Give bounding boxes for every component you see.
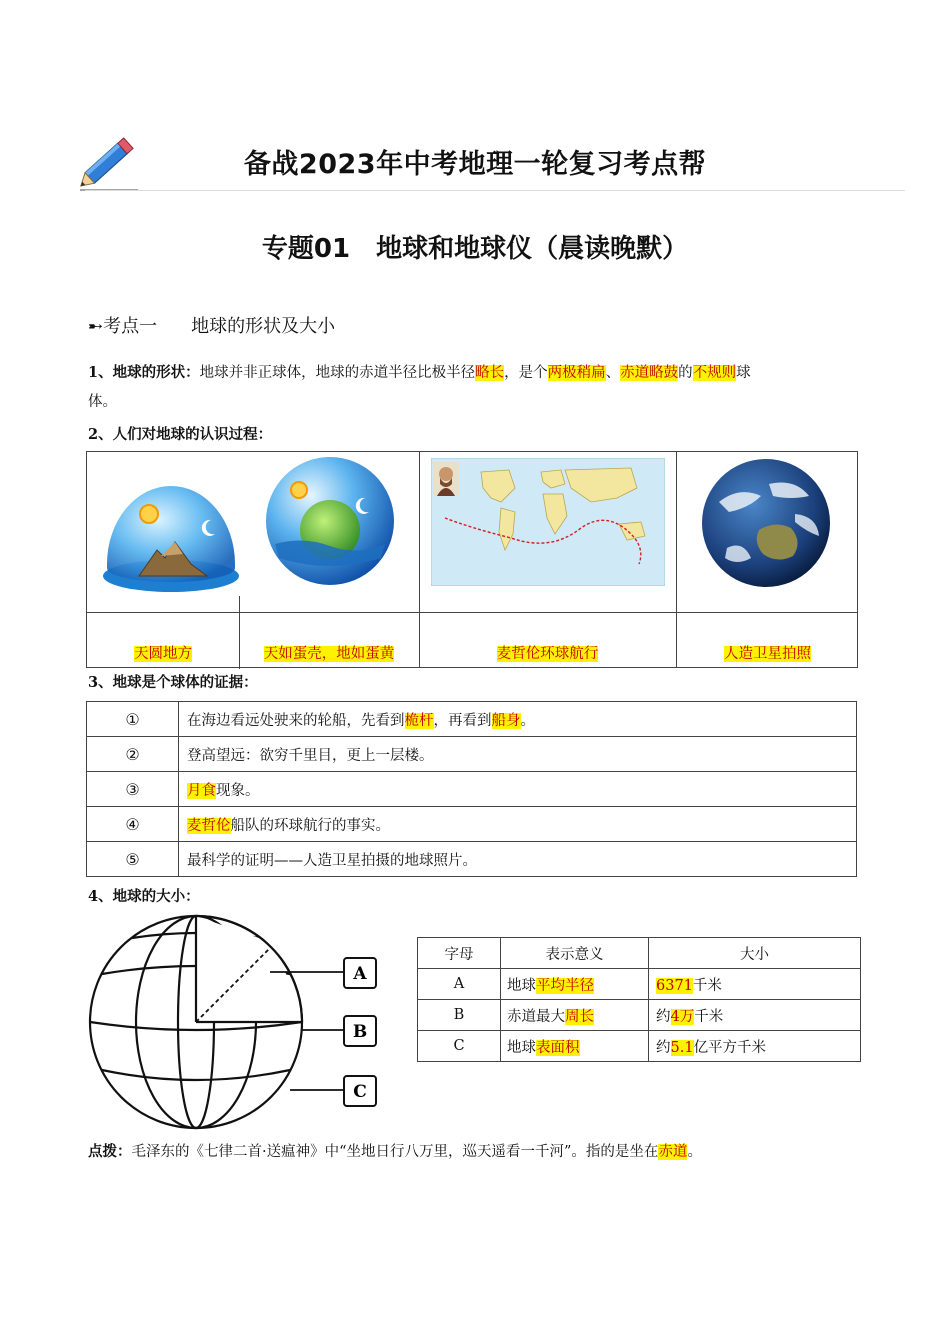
- highlight-term: 略长: [475, 365, 505, 381]
- cell-text: 船队的环球航行的事实。: [230, 817, 390, 834]
- paragraph-text: 、: [605, 365, 621, 381]
- row-text: [179, 737, 857, 772]
- highlight-term: 5.1: [670, 1039, 694, 1056]
- row-text: [179, 772, 857, 807]
- table-row: [87, 702, 857, 737]
- row-number: ③: [87, 772, 179, 807]
- section-heading: 1、地球的形状：: [88, 364, 200, 381]
- highlight-term: 平均半径: [536, 977, 594, 994]
- cell-text: 千米: [694, 1008, 724, 1025]
- cell-text: 在海边看远处驶来的轮船，先看到: [187, 712, 405, 729]
- table-row: [418, 969, 861, 1000]
- topic-name: 地球的形状及大小: [191, 316, 336, 337]
- section-size-heading: [88, 882, 200, 912]
- tip-end: 。: [687, 1144, 702, 1160]
- arrow-icon: ➸: [88, 316, 104, 337]
- table-divider: [676, 452, 677, 667]
- row-text: [179, 702, 857, 737]
- highlight-term: 周长: [565, 1008, 594, 1025]
- document-subtitle: 专题01 地球和地球仪（晨读晚默）: [261, 234, 689, 264]
- cell-text: ，再看到: [433, 712, 492, 729]
- meaning-cell: [501, 1031, 649, 1062]
- section-earth-shape: [88, 358, 868, 417]
- stage-caption-text: 天如蛋壳，地如蛋黄: [263, 646, 395, 662]
- cell-text: 地球: [507, 977, 536, 994]
- highlight-term: 麦哲伦: [187, 817, 231, 834]
- table-divider: [87, 612, 857, 613]
- row-number: ①: [87, 702, 179, 737]
- size-cell: [649, 1031, 861, 1062]
- table-row: [418, 1000, 861, 1031]
- cell-text: 赤道最大: [507, 1008, 565, 1025]
- highlight-term: 船身: [491, 712, 521, 729]
- section-heading: 2、人们对地球的认识过程：: [88, 426, 273, 443]
- section-heading: 3、地球是个球体的证据：: [88, 674, 258, 691]
- row-text: [179, 807, 857, 842]
- stage-caption: [87, 642, 239, 663]
- letter-cell: A: [418, 969, 501, 1000]
- stage-caption-text: 人造卫星拍照: [724, 646, 811, 662]
- topic-label: 考点一: [103, 316, 158, 337]
- table-header-row: [418, 938, 861, 969]
- stage-caption: [676, 642, 859, 663]
- cell-text: 地球: [507, 1039, 536, 1056]
- section-cognition-heading: [88, 420, 272, 450]
- cell-text: 。: [520, 712, 535, 729]
- tip-paragraph: [88, 1137, 702, 1167]
- paragraph-text: 球: [736, 365, 751, 381]
- header-divider: [85, 190, 905, 191]
- egg-universe-image: [263, 454, 397, 588]
- table-row: [87, 737, 857, 772]
- letter-cell: C: [418, 1031, 501, 1062]
- highlight-term: 赤道略鼓: [620, 365, 679, 381]
- row-number: ④: [87, 807, 179, 842]
- cell-text: 亿平方千米: [693, 1039, 767, 1056]
- diagram-label-a: A: [353, 964, 367, 984]
- cell-text: 千米: [692, 977, 722, 994]
- earth-size-diagram: [86, 914, 386, 1130]
- paragraph-text: 地球并非正球体，地球的赤道半径比极半径: [199, 365, 476, 381]
- section-heading: 4、地球的大小：: [88, 888, 200, 905]
- cell-text: 约: [656, 1039, 671, 1056]
- magellan-map-image: [431, 458, 665, 586]
- section-evidence-heading: [88, 668, 258, 698]
- paragraph-text: ，是个: [504, 365, 548, 381]
- stage-caption: [419, 642, 676, 663]
- highlight-term: 表面积: [536, 1039, 580, 1056]
- cognition-table: [86, 451, 858, 668]
- size-cell: [649, 1000, 861, 1031]
- highlight-term: 6371: [656, 977, 693, 994]
- cell-text: 登高望远：欲穷千里目，更上一层楼。: [187, 747, 434, 764]
- stage-caption-text: 天圆地方: [134, 646, 192, 662]
- table-row: [87, 772, 857, 807]
- highlight-term: 不规则: [692, 365, 737, 381]
- topic-heading: [88, 312, 335, 338]
- highlight-term: 4万: [670, 1008, 695, 1025]
- meaning-cell: [501, 1000, 649, 1031]
- highlight-term: 月食: [187, 782, 216, 799]
- earth-size-table: [417, 937, 861, 1062]
- diagram-label-c: C: [353, 1082, 367, 1102]
- column-header: 字母: [418, 938, 501, 969]
- satellite-earth-image: [699, 456, 833, 590]
- document-title: 备战2023年中考地理一轮复习考点帮: [243, 149, 707, 180]
- column-header: 大小: [649, 938, 861, 969]
- cell-text: 现象。: [216, 782, 260, 799]
- highlight-term: 桅杆: [404, 712, 434, 729]
- meaning-cell: [501, 969, 649, 1000]
- cell-text: 最科学的证明——人造卫星拍摄的地球照片。: [187, 852, 477, 869]
- table-row: [418, 1031, 861, 1062]
- paragraph-text: 的: [678, 365, 693, 381]
- stage-caption-text: 麦哲伦环球航行: [496, 646, 599, 662]
- pencil-icon: [78, 132, 140, 192]
- evidence-table: [86, 701, 857, 877]
- stage-caption: [239, 642, 419, 663]
- paragraph-text: 体。: [88, 394, 117, 410]
- dome-flat-earth-image: [99, 472, 243, 596]
- table-row: [87, 807, 857, 842]
- tip-label: 点拨：: [88, 1143, 132, 1160]
- row-number: ②: [87, 737, 179, 772]
- highlight-term: 两极稍扁: [547, 365, 606, 381]
- size-cell: [649, 969, 861, 1000]
- letter-cell: B: [418, 1000, 501, 1031]
- tip-text: 毛泽东的《七律二首·送瘟神》中“坐地日行八万里，巡天遥看一千河”。指的是坐在: [131, 1144, 659, 1160]
- row-number: ⑤: [87, 842, 179, 877]
- diagram-label-b: B: [352, 1022, 368, 1042]
- table-row: [87, 842, 857, 877]
- table-divider: [419, 452, 420, 667]
- column-header: 表示意义: [501, 938, 649, 969]
- row-text: [179, 842, 857, 877]
- cell-text: 约: [656, 1008, 671, 1025]
- highlight-term: 赤道: [658, 1144, 688, 1160]
